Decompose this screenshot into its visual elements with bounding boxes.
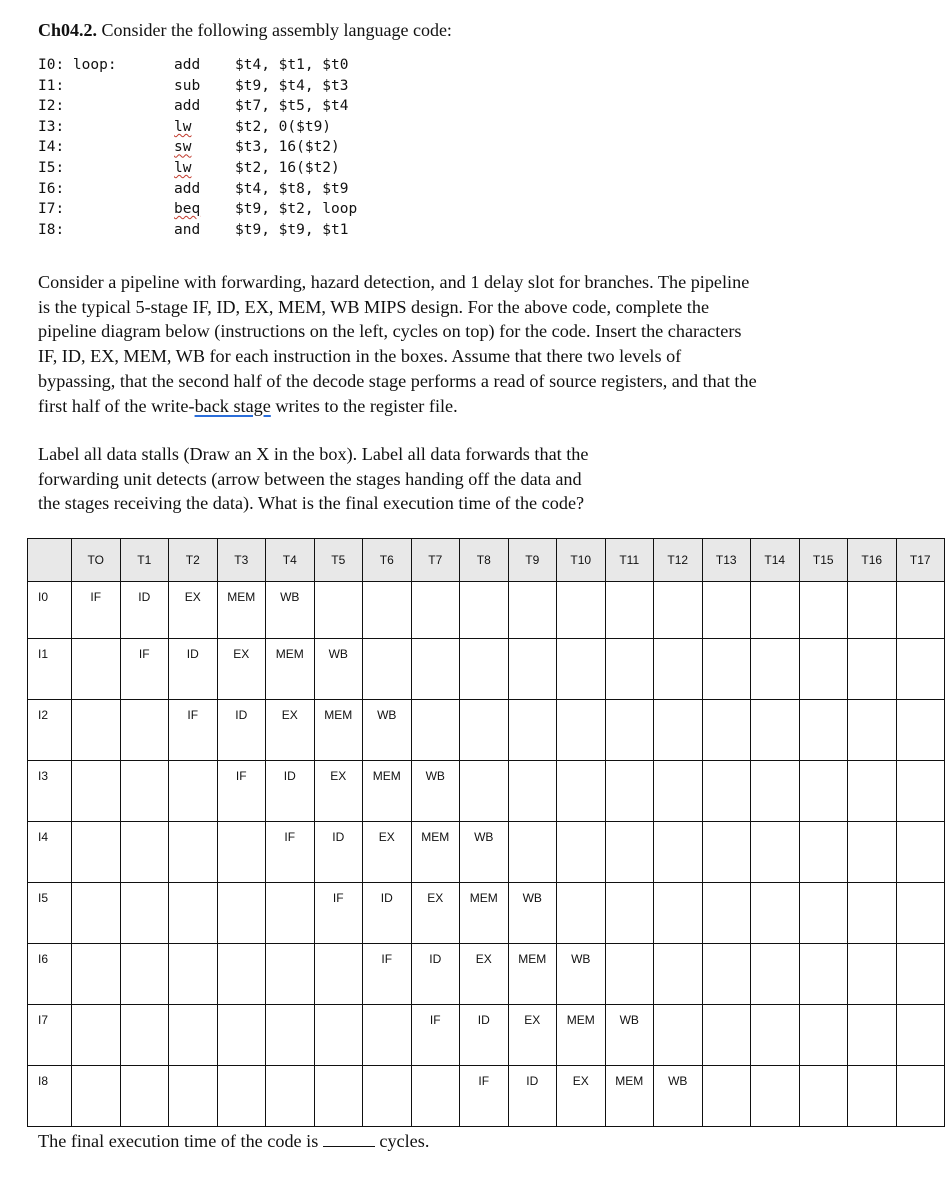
stage-cell[interactable]: EX bbox=[266, 700, 315, 761]
stage-cell[interactable] bbox=[702, 1005, 751, 1066]
stage-cell[interactable] bbox=[799, 761, 848, 822]
stage-cell[interactable] bbox=[848, 761, 897, 822]
stage-cell[interactable]: IF bbox=[120, 639, 169, 700]
stage-cell[interactable] bbox=[169, 761, 218, 822]
stage-cell[interactable] bbox=[702, 1066, 751, 1127]
stage-cell[interactable] bbox=[654, 639, 703, 700]
cycle-header: T9 bbox=[508, 539, 557, 582]
instruction-row bbox=[28, 1005, 945, 1066]
stage-cell[interactable] bbox=[848, 700, 897, 761]
code-operands: $t4, $t8, $t9 bbox=[235, 180, 349, 197]
stage-cell[interactable] bbox=[799, 1005, 848, 1066]
stage-cell[interactable]: MEM bbox=[411, 822, 460, 883]
stage-cell[interactable] bbox=[751, 944, 800, 1005]
code-label: I7: bbox=[38, 201, 65, 218]
stage-cell[interactable] bbox=[266, 1005, 315, 1066]
stage-cell[interactable] bbox=[702, 700, 751, 761]
stage-cell[interactable] bbox=[605, 883, 654, 944]
instruction-row bbox=[28, 944, 945, 1005]
stage-cell[interactable] bbox=[411, 1066, 460, 1127]
code-label: I8: bbox=[38, 221, 65, 238]
cycle-header: T17 bbox=[896, 539, 945, 582]
stage-cell[interactable] bbox=[848, 944, 897, 1005]
stage-cell[interactable] bbox=[557, 582, 606, 639]
stage-cell[interactable] bbox=[508, 761, 557, 822]
stage-cell[interactable]: IF bbox=[169, 700, 218, 761]
corner-header-cell bbox=[28, 539, 72, 582]
instruction-label: I7 bbox=[28, 1005, 72, 1066]
question-heading-text: Consider the following assembly language code: bbox=[101, 20, 452, 40]
stage-cell[interactable] bbox=[702, 761, 751, 822]
instructions-paragraph bbox=[38, 270, 838, 418]
code-label: I3: bbox=[38, 118, 65, 135]
stage-cell[interactable] bbox=[848, 1005, 897, 1066]
cycle-header: T6 bbox=[363, 539, 412, 582]
instruction-label: I6 bbox=[28, 944, 72, 1005]
stage-cell[interactable] bbox=[411, 700, 460, 761]
stage-cell[interactable] bbox=[654, 883, 703, 944]
stage-cell[interactable]: IF bbox=[217, 761, 266, 822]
code-opcode: lw bbox=[174, 159, 192, 176]
stage-cell[interactable] bbox=[654, 582, 703, 639]
stage-cell[interactable] bbox=[654, 761, 703, 822]
stage-cell[interactable]: WB bbox=[654, 1066, 703, 1127]
code-operands: $t7, $t5, $t4 bbox=[235, 98, 349, 115]
stage-cell[interactable] bbox=[654, 944, 703, 1005]
stage-cell[interactable]: ID bbox=[266, 761, 315, 822]
stage-cell[interactable]: ID bbox=[120, 582, 169, 639]
paragraph-line: the stages receiving the data). What is the final execution time of the code? bbox=[38, 493, 585, 514]
paragraph-line: pipeline diagram below (instructions on the left, cycles on top) for the code. Insert the characters bbox=[38, 321, 742, 342]
code-label: I2: bbox=[38, 98, 65, 115]
stage-cell[interactable] bbox=[605, 761, 654, 822]
code-opcode: add bbox=[174, 57, 201, 73]
stage-cell[interactable]: ID bbox=[314, 822, 363, 883]
stage-cell[interactable] bbox=[169, 1005, 218, 1066]
stage-cell[interactable] bbox=[363, 1005, 412, 1066]
stage-cell[interactable] bbox=[751, 1005, 800, 1066]
stage-cell[interactable] bbox=[363, 639, 412, 700]
instruction-row bbox=[28, 700, 945, 761]
instruction-row bbox=[28, 1066, 945, 1127]
paragraph-line: Label all data stalls (Draw an X in the box). Label all data forwards that the bbox=[38, 444, 589, 464]
stage-cell[interactable]: ID bbox=[363, 883, 412, 944]
stage-cell[interactable]: WB bbox=[266, 582, 315, 639]
stage-cell[interactable]: MEM bbox=[314, 700, 363, 761]
stage-cell[interactable] bbox=[169, 883, 218, 944]
instruction-row bbox=[28, 582, 945, 639]
stage-cell[interactable]: EX bbox=[411, 883, 460, 944]
stage-cell[interactable] bbox=[411, 639, 460, 700]
code-operands: $t2, 16($t2) bbox=[235, 159, 340, 176]
stage-cell[interactable] bbox=[751, 883, 800, 944]
stage-cell[interactable] bbox=[751, 761, 800, 822]
stage-cell[interactable] bbox=[217, 822, 266, 883]
stage-cell[interactable] bbox=[605, 944, 654, 1005]
stage-cell[interactable]: ID bbox=[508, 1066, 557, 1127]
stage-cell[interactable] bbox=[266, 1066, 315, 1127]
cycle-header: T2 bbox=[169, 539, 218, 582]
stage-cell[interactable]: WB bbox=[460, 822, 509, 883]
stage-cell[interactable] bbox=[72, 761, 121, 822]
stage-cell[interactable] bbox=[896, 1066, 945, 1127]
cycle-header: T1 bbox=[120, 539, 169, 582]
stage-cell[interactable]: IF bbox=[72, 582, 121, 639]
stage-cell[interactable] bbox=[460, 582, 509, 639]
stage-cell[interactable] bbox=[654, 1005, 703, 1066]
stage-cell[interactable] bbox=[460, 761, 509, 822]
stage-cell[interactable] bbox=[799, 944, 848, 1005]
stage-cell[interactable] bbox=[314, 1005, 363, 1066]
code-opcode: add bbox=[174, 98, 201, 115]
cycle-header: T11 bbox=[605, 539, 654, 582]
stage-cell[interactable] bbox=[508, 639, 557, 700]
spellcheck-underline: back stage bbox=[194, 395, 271, 416]
code-operands: $t9, $t2, loop bbox=[235, 201, 358, 218]
stage-cell[interactable]: MEM bbox=[605, 1066, 654, 1127]
cycle-header: T13 bbox=[702, 539, 751, 582]
code-operands: $t4, $t1, $t0 bbox=[235, 57, 349, 73]
stage-cell[interactable] bbox=[751, 822, 800, 883]
code-label: I0: loop: bbox=[38, 57, 117, 73]
stage-cell[interactable] bbox=[799, 883, 848, 944]
stage-cell[interactable] bbox=[72, 1005, 121, 1066]
stalls-paragraph bbox=[38, 442, 658, 516]
instruction-row bbox=[28, 761, 945, 822]
stage-cell[interactable]: WB bbox=[508, 883, 557, 944]
stage-cell[interactable]: EX bbox=[363, 822, 412, 883]
stage-cell[interactable] bbox=[848, 1066, 897, 1127]
stage-cell[interactable]: WB bbox=[363, 700, 412, 761]
stage-cell[interactable] bbox=[799, 1066, 848, 1127]
cycle-header: T8 bbox=[460, 539, 509, 582]
code-label: I1: bbox=[38, 77, 65, 94]
stage-cell[interactable] bbox=[605, 582, 654, 639]
stage-cell[interactable] bbox=[702, 639, 751, 700]
stage-cell[interactable] bbox=[314, 944, 363, 1005]
stage-cell[interactable] bbox=[508, 582, 557, 639]
stage-cell[interactable] bbox=[557, 883, 606, 944]
stage-cell[interactable]: ID bbox=[411, 944, 460, 1005]
stage-cell[interactable] bbox=[702, 822, 751, 883]
stage-cell[interactable] bbox=[72, 944, 121, 1005]
stage-cell[interactable]: IF bbox=[411, 1005, 460, 1066]
stage-cell[interactable] bbox=[266, 883, 315, 944]
stage-cell[interactable]: MEM bbox=[508, 944, 557, 1005]
stage-cell[interactable] bbox=[508, 700, 557, 761]
stage-cell[interactable] bbox=[896, 1005, 945, 1066]
cycle-header: T5 bbox=[314, 539, 363, 582]
stage-cell[interactable] bbox=[896, 944, 945, 1005]
stage-cell[interactable] bbox=[169, 944, 218, 1005]
stage-cell[interactable] bbox=[120, 822, 169, 883]
stage-cell[interactable] bbox=[557, 639, 606, 700]
stage-cell[interactable] bbox=[848, 883, 897, 944]
stage-cell[interactable] bbox=[605, 822, 654, 883]
stage-cell[interactable] bbox=[460, 700, 509, 761]
stage-cell[interactable] bbox=[799, 582, 848, 639]
stage-cell[interactable] bbox=[72, 700, 121, 761]
stage-cell[interactable]: WB bbox=[314, 639, 363, 700]
stage-cell[interactable] bbox=[217, 1066, 266, 1127]
code-opcode: lw bbox=[174, 118, 192, 135]
stage-cell[interactable]: MEM bbox=[460, 883, 509, 944]
code-operands: $t9, $t9, $t1 bbox=[235, 221, 349, 238]
instruction-label: I8 bbox=[28, 1066, 72, 1127]
stage-cell[interactable] bbox=[72, 1066, 121, 1127]
stage-cell[interactable] bbox=[363, 1066, 412, 1127]
stage-cell[interactable] bbox=[751, 700, 800, 761]
stage-cell[interactable]: IF bbox=[314, 883, 363, 944]
stage-cell[interactable] bbox=[557, 761, 606, 822]
stage-cell[interactable] bbox=[217, 944, 266, 1005]
stage-cell[interactable] bbox=[169, 822, 218, 883]
answer-blank[interactable] bbox=[323, 1130, 375, 1147]
pipeline-diagram-table bbox=[27, 538, 945, 1127]
stage-cell[interactable] bbox=[217, 1005, 266, 1066]
stage-cell[interactable] bbox=[896, 639, 945, 700]
paragraph-line: Consider a pipeline with forwarding, hazard detection, and 1 delay slot for branches. The pipeline bbox=[38, 272, 750, 292]
stage-cell[interactable]: EX bbox=[460, 944, 509, 1005]
stage-cell[interactable] bbox=[896, 582, 945, 639]
stage-cell[interactable] bbox=[169, 1066, 218, 1127]
stage-cell[interactable]: WB bbox=[411, 761, 460, 822]
stage-cell[interactable] bbox=[654, 700, 703, 761]
code-label: I4: bbox=[38, 139, 65, 156]
stage-cell[interactable] bbox=[605, 639, 654, 700]
stage-cell[interactable] bbox=[896, 883, 945, 944]
stage-cell[interactable] bbox=[266, 944, 315, 1005]
paragraph-line: first half of the write-back stage writes to the register file. bbox=[38, 395, 458, 416]
stage-cell[interactable] bbox=[120, 944, 169, 1005]
stage-cell[interactable] bbox=[751, 1066, 800, 1127]
stage-cell[interactable] bbox=[654, 822, 703, 883]
cycle-header: T14 bbox=[751, 539, 800, 582]
stage-cell[interactable]: EX bbox=[314, 761, 363, 822]
cycle-header: T12 bbox=[654, 539, 703, 582]
stage-cell[interactable] bbox=[120, 1005, 169, 1066]
instruction-label: I1 bbox=[28, 639, 72, 700]
cycle-header: T3 bbox=[217, 539, 266, 582]
stage-cell[interactable] bbox=[557, 822, 606, 883]
instruction-label: I4 bbox=[28, 822, 72, 883]
stage-cell[interactable] bbox=[120, 1066, 169, 1127]
stage-cell[interactable] bbox=[120, 761, 169, 822]
stage-cell[interactable]: EX bbox=[217, 639, 266, 700]
instruction-label: I5 bbox=[28, 883, 72, 944]
cycle-header-row bbox=[28, 539, 945, 582]
stage-cell[interactable]: WB bbox=[605, 1005, 654, 1066]
stage-cell[interactable] bbox=[751, 582, 800, 639]
code-opcode: add bbox=[174, 180, 201, 197]
stage-cell[interactable] bbox=[217, 883, 266, 944]
stage-cell[interactable] bbox=[605, 700, 654, 761]
final-time-question: The final execution time of the code is cycles. bbox=[38, 1131, 430, 1151]
stage-cell[interactable]: IF bbox=[266, 822, 315, 883]
stage-cell[interactable] bbox=[508, 822, 557, 883]
paragraph-line: IF, ID, EX, MEM, WB for each instruction in the boxes. Assume that there two levels of bbox=[38, 346, 682, 367]
instruction-label: I0 bbox=[28, 582, 72, 639]
cycle-header: TO bbox=[72, 539, 121, 582]
stage-cell[interactable]: IF bbox=[460, 1066, 509, 1127]
cycle-header: T16 bbox=[848, 539, 897, 582]
stage-cell[interactable]: EX bbox=[557, 1066, 606, 1127]
stage-cell[interactable] bbox=[848, 582, 897, 639]
question-heading bbox=[38, 20, 452, 41]
code-opcode: sub bbox=[174, 77, 201, 94]
stage-cell[interactable]: MEM bbox=[217, 582, 266, 639]
code-label: I6: bbox=[38, 180, 65, 197]
stage-cell[interactable]: EX bbox=[508, 1005, 557, 1066]
stage-cell[interactable] bbox=[314, 582, 363, 639]
cycle-header: T4 bbox=[266, 539, 315, 582]
code-operands: $t3, 16($t2) bbox=[235, 139, 340, 156]
stage-cell[interactable] bbox=[411, 582, 460, 639]
code-label: I5: bbox=[38, 159, 65, 176]
stage-cell[interactable]: MEM bbox=[266, 639, 315, 700]
stage-cell[interactable] bbox=[72, 822, 121, 883]
instruction-row bbox=[28, 883, 945, 944]
stage-cell[interactable]: ID bbox=[217, 700, 266, 761]
stage-cell[interactable] bbox=[120, 700, 169, 761]
stage-cell[interactable] bbox=[702, 883, 751, 944]
code-operands: $t9, $t4, $t3 bbox=[235, 77, 349, 94]
code-opcode: sw bbox=[174, 139, 192, 156]
code-opcode: beq bbox=[174, 201, 201, 218]
stage-cell[interactable] bbox=[702, 944, 751, 1005]
stage-cell[interactable] bbox=[799, 639, 848, 700]
stage-cell[interactable] bbox=[460, 639, 509, 700]
stage-cell[interactable] bbox=[896, 700, 945, 761]
stage-cell[interactable] bbox=[557, 700, 606, 761]
paragraph-line: is the typical 5-stage IF, ID, EX, MEM, WB MIPS design. For the above code, complete the bbox=[38, 296, 710, 317]
stage-cell[interactable]: ID bbox=[169, 639, 218, 700]
stage-cell[interactable] bbox=[751, 639, 800, 700]
paragraph-line: forwarding unit detects (arrow between the stages handing off the data and bbox=[38, 468, 582, 489]
instruction-row bbox=[28, 822, 945, 883]
cycle-header: T7 bbox=[411, 539, 460, 582]
stage-cell[interactable] bbox=[314, 1066, 363, 1127]
paragraph-line: bypassing, that the second half of the decode stage performs a read of source registers, and that the bbox=[38, 370, 757, 391]
stage-cell[interactable] bbox=[848, 822, 897, 883]
stage-cell[interactable]: MEM bbox=[363, 761, 412, 822]
instruction-label: I2 bbox=[28, 700, 72, 761]
stage-cell[interactable] bbox=[799, 822, 848, 883]
stage-cell[interactable] bbox=[799, 700, 848, 761]
stage-cell[interactable]: EX bbox=[169, 582, 218, 639]
cycle-header: T15 bbox=[799, 539, 848, 582]
stage-cell[interactable]: IF bbox=[363, 944, 412, 1005]
instruction-row bbox=[28, 639, 945, 700]
stage-cell[interactable]: ID bbox=[460, 1005, 509, 1066]
question-number: Ch04.2. bbox=[38, 20, 98, 40]
code-opcode: and bbox=[174, 221, 201, 238]
stage-cell[interactable]: WB bbox=[557, 944, 606, 1005]
stage-cell[interactable] bbox=[896, 822, 945, 883]
stage-cell[interactable] bbox=[72, 883, 121, 944]
code-operands: $t2, 0($t9) bbox=[235, 118, 332, 135]
instruction-label: I3 bbox=[28, 761, 72, 822]
stage-cell[interactable]: MEM bbox=[557, 1005, 606, 1066]
cycle-header: T10 bbox=[557, 539, 606, 582]
stage-cell[interactable] bbox=[120, 883, 169, 944]
stage-cell[interactable] bbox=[363, 582, 412, 639]
stage-cell[interactable] bbox=[702, 582, 751, 639]
stage-cell[interactable] bbox=[848, 639, 897, 700]
stage-cell[interactable] bbox=[896, 761, 945, 822]
stage-cell[interactable] bbox=[72, 639, 121, 700]
